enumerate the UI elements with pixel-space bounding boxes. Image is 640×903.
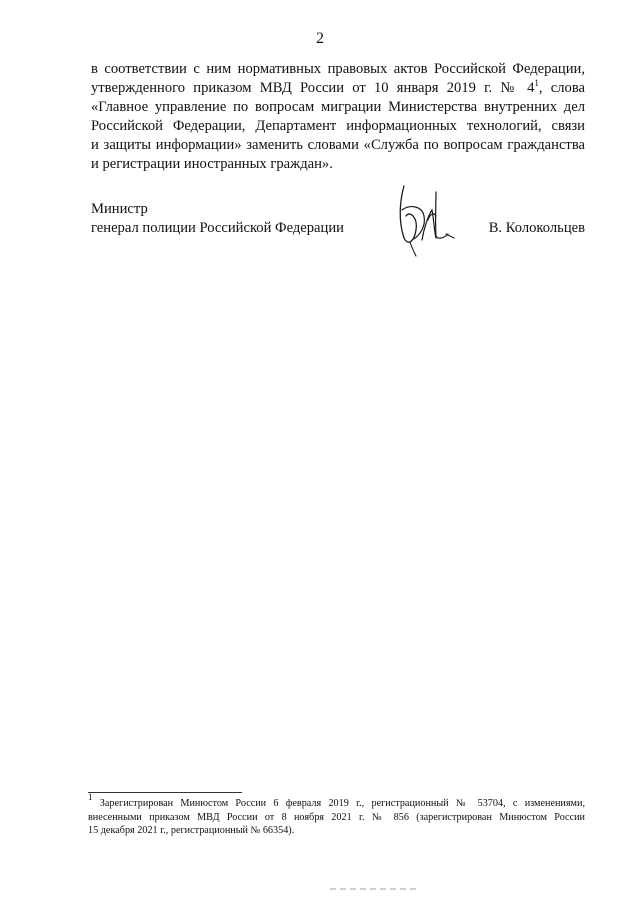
body-line-2-text: утвержденного приказом МВД России от 10 января 2019 г. № 4 xyxy=(91,80,535,96)
body-paragraph xyxy=(91,60,585,174)
body-line-2-tail: , слова xyxy=(538,80,585,96)
footnote xyxy=(88,792,586,838)
footnote-marker: 1 xyxy=(88,792,93,802)
footnote-reference: 1 xyxy=(534,78,539,88)
footnote-divider xyxy=(88,792,242,793)
scan-artifact xyxy=(330,888,420,890)
body-line-1: в соответствии с ним нормативных правовых актов Российской Федерации, xyxy=(91,61,585,77)
footnote-line-1-text: Зарегистрирован Минюстом России 6 февраля 2019 г., регистрационный № 53704, с изменениями, xyxy=(99,798,586,809)
body-line-6: и регистрации иностранных граждан». xyxy=(91,156,333,172)
footnote-line-1 xyxy=(88,792,586,811)
footnote-line-3: 15 декабря 2021 г., регистрационный № 66354). xyxy=(88,825,295,836)
page-number: 2 xyxy=(316,30,324,47)
signatory-title-line-2: генерал полиции Российской Федерации xyxy=(91,220,344,236)
signatory-title-line-1: Министр xyxy=(91,201,148,217)
body-line-5: и защиты информации» заменить словами «Служба по вопросам гражданства xyxy=(91,137,585,153)
body-line-3: «Главное управление по вопросам миграции Министерства внутренних дел xyxy=(91,99,585,115)
signatory-title xyxy=(91,200,344,238)
body-line-4: Российской Федерации, Департамент информационных технологий, связи xyxy=(91,118,585,134)
signatory-name: В. Колокольцев xyxy=(488,220,585,236)
handwritten-signature xyxy=(390,180,470,260)
body-line-2 xyxy=(91,79,585,98)
footnote-line-2: внесенными приказом МВД России от 8 ноября 2021 г. № 856 (зарегистрирован Минюстом России xyxy=(88,811,585,823)
